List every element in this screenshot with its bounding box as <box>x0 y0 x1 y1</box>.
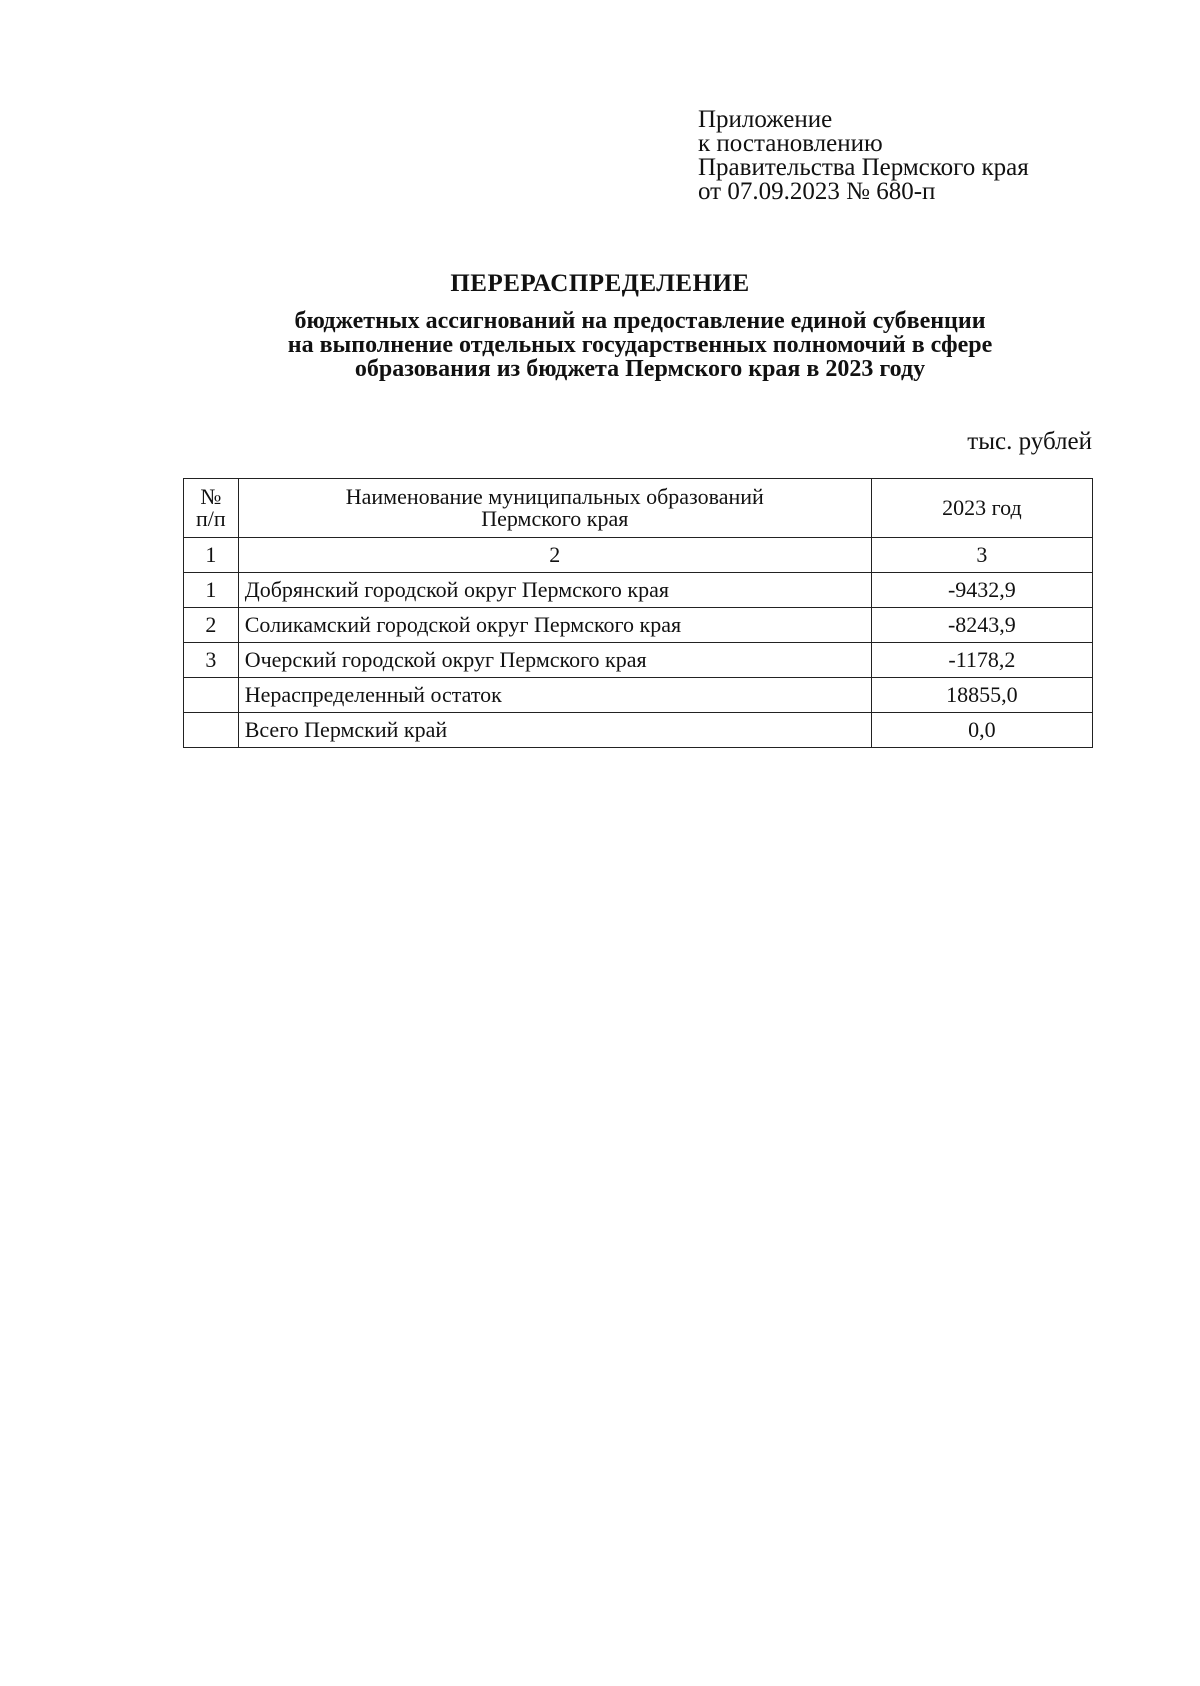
appendix-line: Правительства Пермского края <box>698 154 1029 181</box>
column-index-cell: 2 <box>238 538 871 573</box>
row-value: -9432,9 <box>871 573 1092 608</box>
row-num <box>184 713 239 748</box>
subtitle-line: образования из бюджета Пермского края в 2023 году <box>354 356 926 382</box>
redistribution-table <box>183 478 1093 748</box>
row-value: -1178,2 <box>871 643 1092 678</box>
appendix-line: от 07.09.2023 № 680-п <box>698 178 936 205</box>
column-index-cell: 1 <box>184 538 239 573</box>
units-label: тыс. рублей <box>967 428 1092 455</box>
header-num: № п/п <box>184 479 239 538</box>
document-title: ПЕРЕРАСПРЕДЕЛЕНИЕ <box>450 270 750 297</box>
row-name: Всего Пермский край <box>238 713 871 748</box>
row-value: -8243,9 <box>871 608 1092 643</box>
row-name: Соликамский городской округ Пермского края <box>238 608 871 643</box>
header-value: 2023 год <box>871 479 1092 538</box>
column-index-cell: 3 <box>871 538 1092 573</box>
table-row <box>184 643 1093 678</box>
row-num <box>184 678 239 713</box>
row-name: Добрянский городской округ Пермского края <box>238 573 871 608</box>
table-row <box>184 713 1093 748</box>
header-name-line: Пермского края <box>481 506 629 531</box>
appendix-block <box>698 108 1029 204</box>
subtitle-line: бюджетных ассигнований на предоставление единой субвенции <box>294 308 986 334</box>
appendix-line: к постановлению <box>698 130 883 157</box>
document-subtitle <box>180 309 1100 381</box>
row-num: 1 <box>184 573 239 608</box>
row-name: Очерский городской округ Пермского края <box>238 643 871 678</box>
row-value: 18855,0 <box>871 678 1092 713</box>
column-index-row <box>184 538 1093 573</box>
row-num: 3 <box>184 643 239 678</box>
row-num: 2 <box>184 608 239 643</box>
header-name-line: Наименование муниципальных образований <box>345 484 764 509</box>
table-row <box>184 573 1093 608</box>
table-row <box>184 678 1093 713</box>
header-name <box>238 479 871 538</box>
row-name: Нераспределенный остаток <box>238 678 871 713</box>
table-row <box>184 608 1093 643</box>
subtitle-line: на выполнение отдельных государственных полномочий в сфере <box>287 332 993 358</box>
row-value: 0,0 <box>871 713 1092 748</box>
appendix-line: Приложение <box>698 106 833 133</box>
table-header-row <box>184 479 1093 538</box>
